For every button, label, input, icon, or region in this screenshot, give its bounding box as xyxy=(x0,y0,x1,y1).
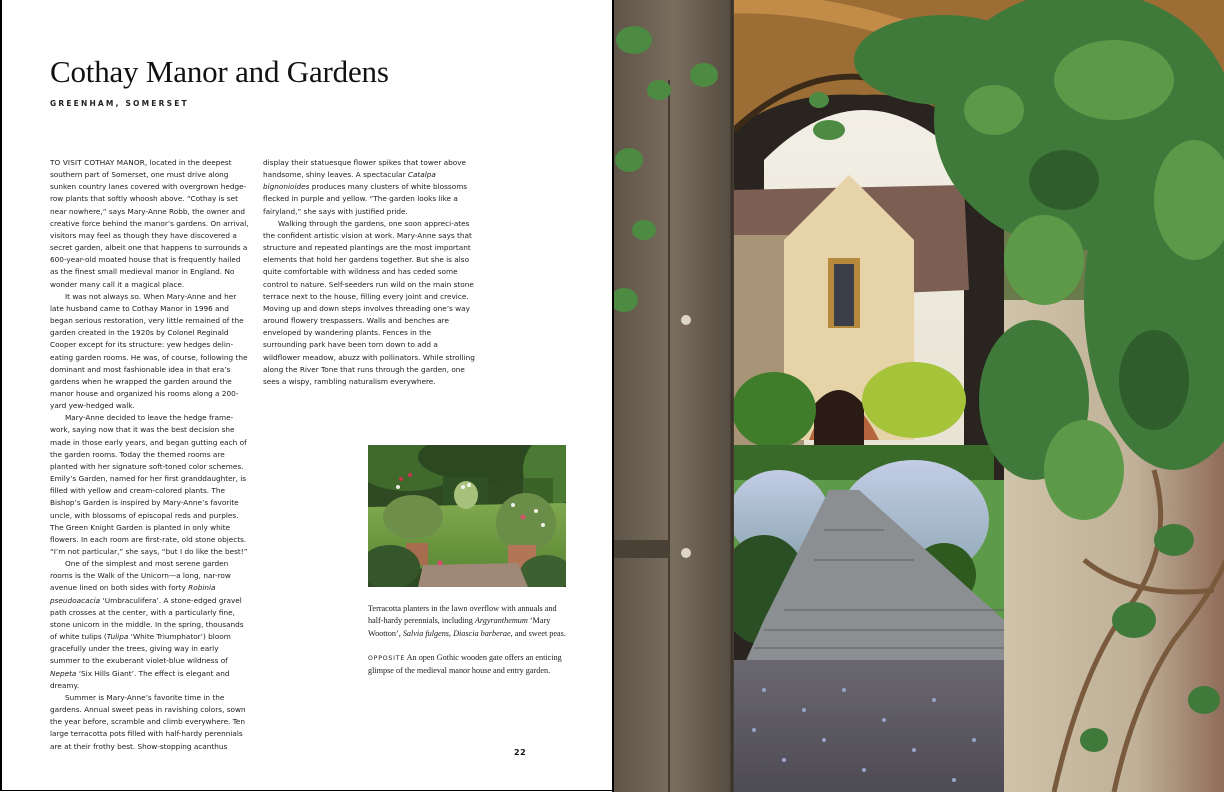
caption-label: OPPOSITE xyxy=(368,654,406,662)
caption-text: , xyxy=(449,628,454,638)
paragraph-text: ‘Umbraculifera’. A stone-edged gravel path crosses at the center, with a particularly fine, stone unicorn in the middle. In the spring, thousands of white tulips ( xyxy=(50,595,244,642)
lead-in: TO VISIT COTHAY MANOR, xyxy=(50,158,148,167)
paragraph: Summer is Mary-Anne’s favorite time in the gardens. Annual sweet peas in ravishing colors, sown the year before, scramble and climb everywhere. Ten large terracotta pots filled with half-hardy perennials are at their frothy best. Show-stopping acanthus xyxy=(50,692,246,751)
caption-text: An open Gothic wooden gate offers an enticing glimpse of the medieval manor house and entry garden. xyxy=(368,652,562,676)
photo-captions xyxy=(368,603,568,689)
paragraph xyxy=(50,157,250,291)
paragraph-text: ‘Six Hills Giant’. The effect is elegant and dreamy. xyxy=(50,668,230,690)
plant-name: Catalpa bignonioides xyxy=(263,170,436,192)
full-page-photo xyxy=(612,0,1224,792)
left-page xyxy=(0,0,612,791)
page-title: Cothay Manor and Gardens xyxy=(50,54,389,89)
garden-photo-caption xyxy=(368,603,568,640)
garden-photo xyxy=(368,445,566,587)
paragraph: Walking through the gardens, one soon appreci-ates the confident artistic vision at work. Mary-Anne says that structure and repeated plantings are the most important elements that hold her gardens together. But she is also quite comfortable with wildness and has ceded some control to nature. Self-seeders run wild on the main stone terrace next to the house, filling every joint and crevice. Moving up and down steps involves threading one’s way around flowery trespassers. Walls and benches are enveloped by wandering plants. Fences in the surrounding park have been torn down to add a wildflower meadow, abuzz with pollinators. While strolling along the River Tone that runs through the garden, one sees a wispy, rambling naturalism everywhere. xyxy=(263,218,475,386)
paragraph: It was not always so. When Mary-Anne and her late husband came to Cothay Manor in 1996 and began serious restoration, very little remained of the garden created in the 1920s by Colonel Reginald Cooper except for its structure: yew hedges delin-eating garden rooms. He was, of course, following the dominant and most fashionable idea in that era’s gardens when he wrapped the garden around the manor house and organized his rooms along a 200-yard yew-hedged walk. xyxy=(50,291,248,411)
plant-name: Tulipa xyxy=(106,632,129,642)
paragraph-text: display their statuesque flower spikes that tower above handsome, shiny leaves. A spectacular xyxy=(263,158,467,180)
paragraph: Mary-Anne decided to leave the hedge frame-work, saying now that it was the best decision she made in those early years, and began gutting each of the garden rooms. Today the themed rooms are planted with her signature soft-toned color schemes. Emily’s Garden, named for her first granddaughter, is filled with yellow and cream-colored plants. The Bishop’s Garden is inspired by Mary-Anne’s favorite uncle, with blossoms of episcopal reds and purples. The Green Knight Garden is planted in only white flowers. In each room are first-rate, old stone objects. “I’m not particular,” she says, “but I do like the best!” xyxy=(50,413,248,556)
page-number: 22 xyxy=(514,748,527,757)
paragraph-text: One of the simplest and most serene garden rooms is the Walk of the Unicorn—a long, nar-row avenue lined on both sides with forty xyxy=(50,559,231,593)
plant-name: Robinia pseudoacacia xyxy=(50,583,216,605)
paragraph-text: ‘White Triumphator’) bloom gracefully under the trees, giving way in early summer to the exuberant violet-blue wildness of xyxy=(50,632,231,666)
text-column-1 xyxy=(50,157,250,753)
caption-text: ‘Mary Wootton’, xyxy=(368,616,551,638)
paragraph-text: located in the deepest southern part of Somerset, one must drive along sunken country lanes covered with overgrown hedge-row plants that softly whoosh above. “Cothay is set near nowhere,” says Mary-Anne Robb, the owner and creative force behind the manor’s gardens. On arrival, visitors may feel as though they have discovered a secret garden, albeit one that happens to surrounds a 600-year-old moated house that is frequently hailed as the finest small medieval manor in England. No wonder many call it a magical place. xyxy=(50,158,249,289)
plant-name: Salvia fulgens xyxy=(402,628,449,638)
caption-text: Terracotta planters in the lawn overflow with annuals and half-hardy perennials, including xyxy=(368,604,557,626)
caption-text: , and sweet peas. xyxy=(510,628,566,638)
plant-name: Diascia barberae xyxy=(453,628,511,638)
paragraph xyxy=(263,157,475,218)
gothic-gate-photo xyxy=(614,0,1224,792)
paragraph xyxy=(50,558,250,692)
opposite-photo-caption xyxy=(368,652,568,678)
garden-photo-image xyxy=(368,445,566,587)
location-subtitle: GREENHAM, SOMERSET xyxy=(50,99,189,108)
paragraph-text: produces many clusters of white blossoms flecked in purple and yellow. “The garden looks like a fairyland,” she says with justified pride. xyxy=(263,182,468,216)
text-column-2 xyxy=(263,157,475,388)
plant-name: Argyranthemum xyxy=(474,616,528,626)
plant-name: Nepeta xyxy=(50,668,77,678)
